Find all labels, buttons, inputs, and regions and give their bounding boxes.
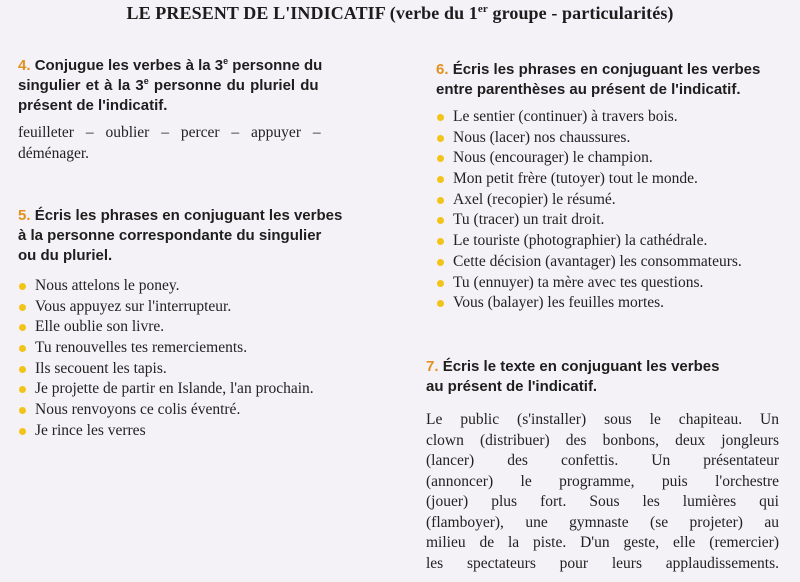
list-item — [436, 231, 742, 252]
title-main: LE PRESENT DE L'INDICATIF (verbe du 1 — [126, 3, 478, 23]
ex5-line2: à la personne correspondante du singulier — [18, 227, 322, 244]
ex5-line3: ou du pluriel. — [18, 247, 113, 264]
bullet-icon — [19, 324, 26, 331]
ex7-text-line: clown (distribuer) des bonbons, deux jongleurs — [426, 431, 779, 449]
bullet-icon — [437, 238, 444, 245]
bullet-icon — [437, 217, 444, 224]
bullet-icon — [437, 259, 444, 266]
exercise-5-instruction — [18, 206, 378, 266]
exercise-4-number: 4. — [18, 57, 31, 74]
ex5-line1: Écris les phrases en conjuguant les verbes — [34, 207, 343, 224]
bullet-icon — [437, 176, 444, 183]
bullet-icon — [19, 428, 26, 435]
bullet-icon — [19, 366, 26, 373]
list-item-text: Mon petit frère (tutoyer) tout le monde. — [453, 170, 698, 188]
list-item-text: Nous renvoyons ce colis éventré. — [35, 401, 241, 419]
ex7-text-line: (annoncer) le programme, puis l'orchestre — [426, 472, 779, 490]
ex6-line1: Écris les phrases en conjuguant les verbes — [452, 61, 761, 78]
list-item — [436, 128, 742, 149]
list-item-text: Axel (recopier) le résumé. — [453, 190, 616, 208]
exercise-4-verbs — [18, 123, 370, 164]
list-item-text: Vous appuyez sur l'interrupteur. — [35, 297, 232, 315]
list-item — [18, 276, 314, 297]
exercise-5-list — [18, 276, 314, 442]
ex7-text-line: Le public (s'installer) sous le chapiteau. Un — [426, 411, 779, 428]
ex7-text-line: (lancer) des confettis. Un présentateur — [426, 452, 779, 469]
ex7-text-line: les spectateurs pour leurs applaudissements. — [426, 554, 779, 572]
list-item — [18, 317, 314, 338]
bullet-icon — [437, 114, 444, 121]
exercise-7-instruction — [426, 357, 782, 397]
list-item-text: Ils secouent les tapis. — [35, 359, 167, 377]
bullet-icon — [437, 280, 444, 287]
list-item — [436, 169, 742, 190]
ex4-line3: présent de l'indicatif. — [18, 97, 168, 114]
list-item — [18, 359, 314, 380]
list-item — [436, 210, 742, 231]
exercise-6-number: 6. — [436, 61, 449, 78]
list-item-text: Elle oublie son livre. — [35, 318, 165, 336]
list-item-text: Nous (encourager) le champion. — [453, 149, 653, 167]
list-item-text: Je projette de partir en Islande, l'an prochain. — [35, 380, 314, 398]
ex4-line1a: Conjugue les verbes à la 3 — [34, 57, 224, 74]
list-item-text: Le touriste (photographier) la cathédrale. — [453, 232, 708, 250]
list-item — [18, 338, 314, 359]
list-item — [18, 421, 314, 442]
list-item — [18, 400, 314, 421]
list-item-text: Tu (tracer) un trait droit. — [453, 211, 605, 229]
bullet-icon — [19, 345, 26, 352]
list-item — [18, 379, 314, 400]
list-item-text: Cette décision (avantager) les consommateurs. — [453, 252, 742, 270]
bullet-icon — [437, 135, 444, 142]
ex7-text-line: milieu de la piste. D'un geste, elle (remercier) — [426, 534, 779, 551]
ex7-line1: Écris le texte en conjuguant les verbes — [442, 358, 720, 375]
ex4-sup1: e — [223, 56, 229, 66]
ex4-verbs-line2: déménager. — [18, 144, 90, 162]
ex7-text-line: (jouer) plus fort. Sous les lumières qui — [426, 493, 779, 510]
exercise-6-list — [436, 107, 742, 314]
bullet-icon — [19, 283, 26, 290]
list-item — [436, 252, 742, 273]
bullet-icon — [437, 155, 444, 162]
list-item-text: Vous (balayer) les feuilles mortes. — [453, 294, 665, 312]
list-item — [436, 293, 742, 314]
ex4-line1b: personne du — [228, 57, 323, 74]
bullet-icon — [19, 386, 26, 393]
page-title — [0, 3, 800, 24]
exercise-7-text — [426, 410, 779, 574]
list-item — [436, 190, 742, 211]
list-item-text: Le sentier (continuer) à travers bois. — [453, 108, 678, 125]
ex4-line2b: personne du pluriel du — [148, 77, 319, 94]
list-item-text: Je rince les verres — [35, 421, 146, 439]
list-item-text: Nous (lacer) nos chaussures. — [453, 128, 631, 146]
title-sup: er — [477, 3, 488, 15]
ex4-sup2: e — [143, 76, 149, 86]
bullet-icon — [19, 407, 26, 414]
list-item — [436, 107, 742, 128]
title-rest: groupe - particularités) — [487, 3, 674, 23]
exercise-5-number: 5. — [18, 207, 31, 224]
bullet-icon — [19, 304, 26, 311]
exercise-4-instruction — [18, 56, 370, 116]
bullet-icon — [437, 197, 444, 204]
list-item-text: Tu renouvelles tes remerciements. — [35, 339, 248, 357]
list-item — [18, 297, 314, 318]
list-item-text: Tu (ennuyer) ta mère avec tes questions. — [453, 273, 704, 291]
ex7-line2: au présent de l'indicatif. — [426, 378, 598, 395]
ex7-text-line: (flamboyer), une gymnaste (se projeter) au — [426, 513, 779, 531]
ex6-line2: entre parenthèses au présent de l'indicatif. — [436, 81, 741, 98]
ex4-verbs-line1: feuilleter – oublier – percer – appuyer – — [18, 124, 321, 141]
exercise-7-number: 7. — [426, 358, 439, 375]
list-item — [436, 273, 742, 294]
exercise-6-instruction — [436, 60, 786, 100]
bullet-icon — [437, 300, 444, 307]
list-item — [436, 148, 742, 169]
list-item-text: Nous attelons le poney. — [35, 277, 180, 294]
ex4-line2a: singulier et à la 3 — [18, 77, 144, 94]
